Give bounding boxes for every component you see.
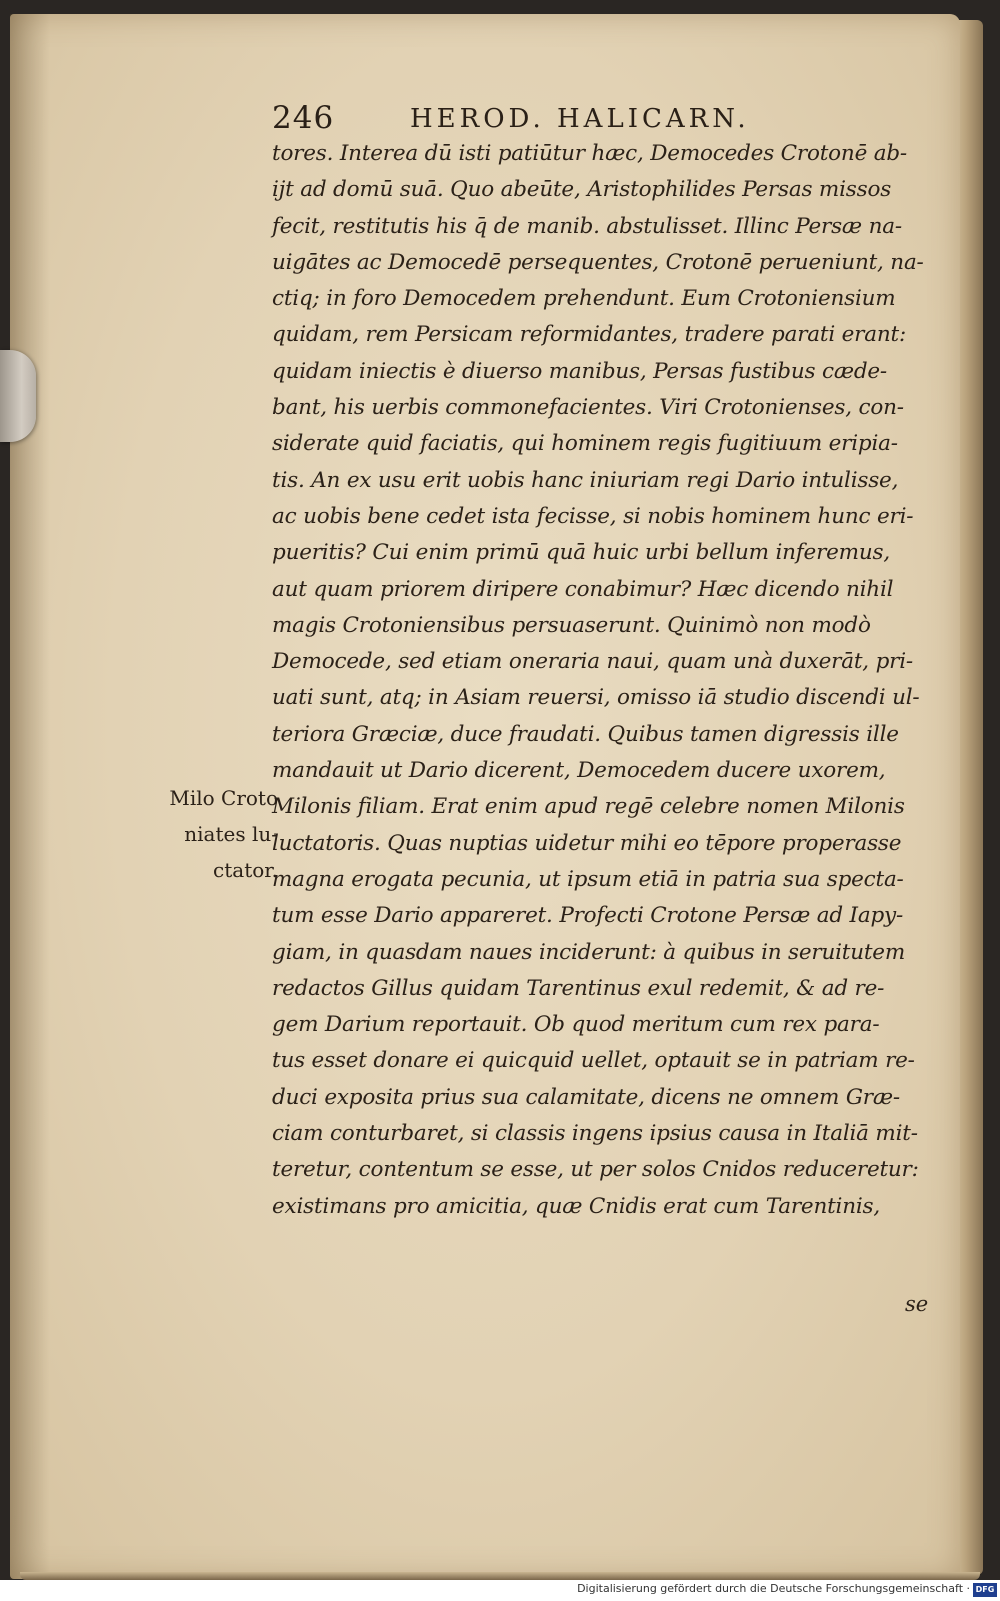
catchword: se (905, 1292, 929, 1316)
marginal-note-line: Milo Croto (169, 786, 278, 810)
text-line: magna erogata pecunia, ut ipsum etiā in patria sua specta- (272, 866, 904, 892)
text-line: luctatoris. Quas nuptias uidetur mihi eo tēpore properasse (272, 830, 902, 856)
text-line: siderate quid faciatis, qui hominem regis fugitiuum eripia- (272, 431, 898, 457)
marginal-note-line: niates lu- (184, 822, 278, 846)
running-head (272, 100, 832, 140)
text-line: quidam, rem Persicam reformidantes, tradere parati erant: (272, 322, 907, 348)
text-line: giam, in quasdam naues inciderunt: à quibus in seruitutem (272, 939, 906, 965)
text-line: pueritis? Cui enim primū quā huic urbi bellum inferemus, (272, 540, 890, 566)
text-line: gem Darium reportauit. Ob quod meritum cum rex para- (272, 1012, 880, 1038)
digitization-footer (0, 1580, 1000, 1601)
marginal-note (128, 780, 278, 888)
gutter-shadow (10, 14, 50, 1579)
text-line: redactos Gillus quidam Tarentinus exul redemit, & ad re- (272, 975, 885, 1001)
page-bottom-edge (20, 1572, 980, 1580)
text-line: ciam conturbaret, si classis ingens ipsius causa in Italiā mit- (272, 1121, 918, 1147)
text-line: magis Crotoniensibus persuaserunt. Quinimò non modò (272, 612, 871, 638)
text-line: existimans pro amicitia, quæ Cnidis erat cum Tarentinis, (272, 1193, 880, 1219)
text-line: duci exposita prius sua calamitate, dicens ne omnem Græ- (272, 1084, 900, 1110)
text-line: fecit, restitutis his q̄ de manib. abstulisset. Illinc Persæ na- (272, 213, 902, 239)
page-number: 246 (272, 100, 335, 136)
text-line: mandauit ut Dario dicerent, Democedem ducere uxorem, (272, 758, 886, 784)
dfg-logo: DFG (973, 1583, 997, 1597)
text-line: ctiq; in foro Democedem prehendunt. Eum Crotoniensium (272, 286, 896, 312)
text-line: tis. An ex usu erit uobis hanc iniuriam regi Dario intulisse, (272, 467, 899, 493)
text-line: Democede, sed etiam oneraria naui, quam unà duxerāt, pri- (272, 649, 913, 675)
text-line: bant, his uerbis commonefacientes. Viri Crotonienses, con- (272, 395, 904, 421)
text-line: ac uobis bene cedet ista fecisse, si nobis hominem hunc eri- (272, 503, 914, 529)
text-line: teriora Græciæ, duce fraudati. Quibus tamen digressis ille (272, 721, 899, 747)
text-line: ijt ad domū suā. Quo abeūte, Aristophilides Persas missos (272, 177, 892, 203)
text-line: tores. Interea dū isti patiūtur hæc, Democedes Crotonē ab- (272, 141, 907, 166)
marginal-note-line: ctator. (213, 858, 278, 882)
body-text (272, 136, 932, 1225)
running-title: HEROD. HALICARN. (410, 104, 750, 134)
text-line: aut quam priorem diripere conabimur? Hæc dicendo nihil (272, 576, 894, 602)
page-clip (0, 350, 36, 442)
footer-credit: Digitalisierung gefördert durch die Deutsche Forschungsgemeinschaft · (577, 1582, 970, 1595)
text-line: teretur, contentum se esse, ut per solos Cnidos reduceretur: (272, 1157, 919, 1183)
text-line: Milonis filiam. Erat enim apud regē celebre nomen Milonis (272, 794, 905, 820)
text-line: uigātes ac Democedē persequentes, Crotonē perueniunt, na- (272, 249, 924, 275)
text-line: uati sunt, atq; in Asiam reuersi, omisso iā studio discendi ul- (272, 685, 920, 711)
text-line: tum esse Dario appareret. Profecti Crotone Persæ ad Iapy- (272, 903, 904, 929)
text-line: tus esset donare ei quicquid uellet, optauit se in patriam re- (272, 1048, 915, 1074)
text-line: quidam iniectis è diuerso manibus, Persas fustibus cæde- (272, 358, 887, 384)
